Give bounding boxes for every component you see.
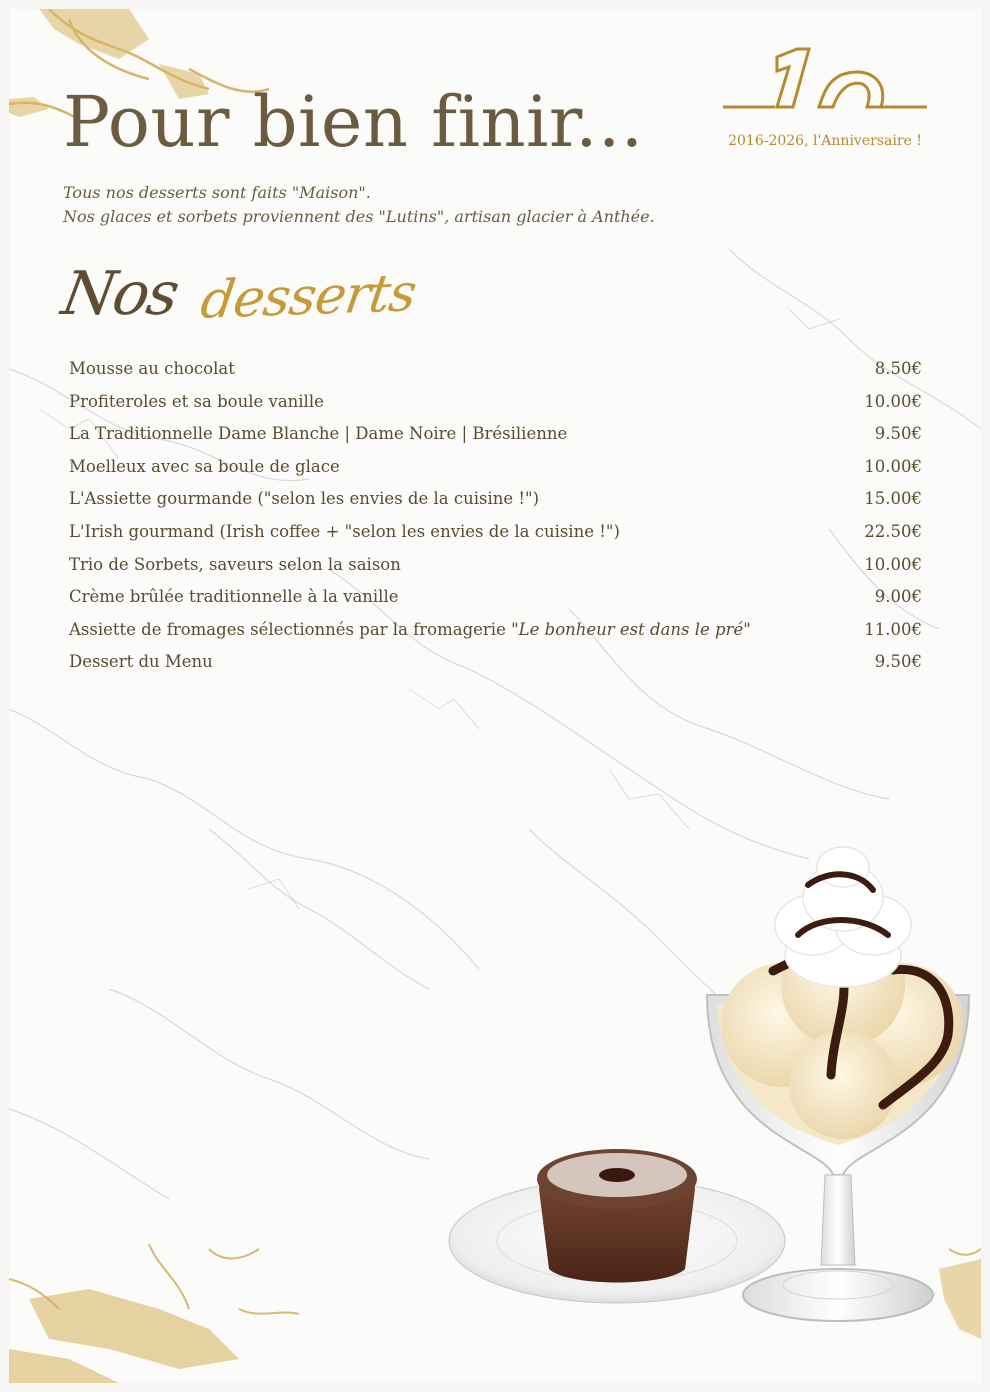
item-price: 9.50€ bbox=[874, 652, 922, 672]
list-item bbox=[69, 652, 922, 685]
item-name: L'Irish gourmand (Irish coffee + "selon les envies de la cuisine !") bbox=[69, 521, 620, 541]
item-price: 10.00€ bbox=[864, 554, 922, 574]
item-name: Crème brûlée traditionnelle à la vanille bbox=[69, 587, 399, 607]
item-price: 10.00€ bbox=[864, 456, 922, 476]
list-item bbox=[69, 359, 922, 392]
section-heading-word1: Nos bbox=[56, 259, 183, 329]
list-item bbox=[69, 522, 922, 555]
item-name: Profiteroles et sa boule vanille bbox=[69, 391, 324, 411]
item-name: Dessert du Menu bbox=[69, 652, 213, 672]
item-price: 15.00€ bbox=[864, 489, 922, 509]
item-name: La Traditionnelle Dame Blanche | Dame Noire | Brésilienne bbox=[69, 424, 568, 444]
item-name: Trio de Sorbets, saveurs selon la saison bbox=[69, 554, 401, 574]
page-title: Pour bien finir... bbox=[63, 81, 644, 163]
item-price: 9.00€ bbox=[874, 587, 922, 607]
item-price: 9.50€ bbox=[874, 424, 922, 444]
list-item bbox=[69, 392, 922, 425]
item-name: L'Assiette gourmande ("selon les envies de la cuisine !") bbox=[69, 489, 540, 509]
list-item bbox=[69, 424, 922, 457]
list-item bbox=[69, 457, 922, 490]
item-price: 8.50€ bbox=[874, 359, 922, 378]
item-price: 11.00€ bbox=[864, 619, 922, 639]
list-item bbox=[69, 620, 922, 653]
intro-line: Nos glaces et sorbets proviennent des "Lutins", artisan glacier à Anthée. bbox=[63, 207, 655, 226]
intro-text bbox=[63, 181, 655, 229]
dessert-list bbox=[69, 359, 922, 685]
section-heading bbox=[56, 259, 420, 349]
section-heading-word2: desserts bbox=[197, 263, 420, 331]
item-price: 10.00€ bbox=[864, 391, 922, 411]
item-name: Moelleux avec sa boule de glace bbox=[69, 456, 340, 476]
item-name: Mousse au chocolat bbox=[69, 359, 235, 378]
sundae-image bbox=[693, 845, 981, 1335]
item-name: Assiette de fromages sélectionnés par la fromagerie bbox=[69, 619, 512, 639]
list-item bbox=[69, 587, 922, 620]
intro-line: Tous nos desserts sont faits "Maison". bbox=[63, 183, 371, 202]
list-item bbox=[69, 489, 922, 522]
menu-page bbox=[9, 9, 981, 1383]
item-note: "Le bonheur est dans le pré" bbox=[511, 619, 751, 639]
list-item bbox=[69, 555, 922, 588]
anniversary-caption: 2016-2026, l'Anniversaire ! bbox=[728, 133, 922, 149]
item-price: 22.50€ bbox=[864, 521, 922, 541]
